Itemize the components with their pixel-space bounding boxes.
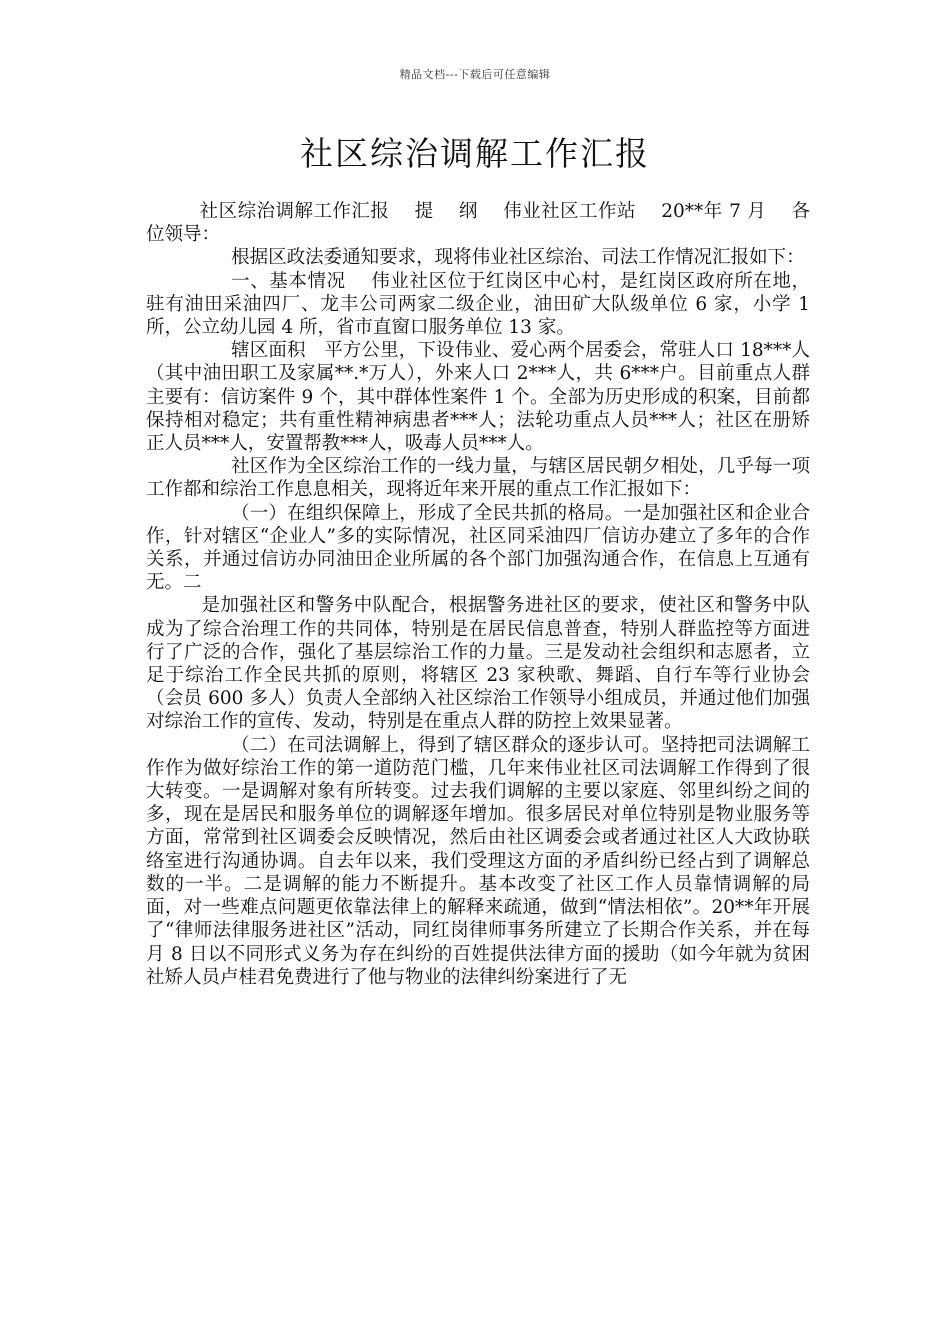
header-note: 精品文档---下载后可任意编辑	[399, 68, 551, 81]
paragraph-opening: 根据区政法委通知要求，现将伟业社区综治、司法工作情况汇报如下：	[231, 247, 805, 269]
paragraph-community-role: 社区作为全区综治工作的一线力量，与辖区居民朝夕相处，几乎每一项工作都和综治工作息息相关，现将近年来开展的重点工作汇报如下：	[146, 456, 810, 501]
paragraph-area-population: 辖区面积 平方公里，下设伟业、爱心两个居委会，常驻人口 18***人（其中油田职工及家属**.*万人），外来人口 2***人，共 6***户。目前重点人群主要有：信访案件 9 个，其中群体性案件 1 个。全部为历史形成的积案，目前都保持相对稳定；共有重性精神病患者***人；法轮功重点人员***人；社区在册矫正人员***人，安置帮教***人，吸毒人员***人。	[146, 340, 810, 455]
document-body	[146, 200, 816, 989]
paragraph-organization-guarantee: （一）在组织保障上，形成了全民共抓的格局。一是加强社区和企业合作，针对辖区“企业人”多的实际情况，社区同采油四厂信访办建立了多年的合作关系，并通过信访办同油田企业所属的各个部门加强沟通合作，在信息上互通有无。二	[146, 502, 810, 594]
paragraph-intro-line: 社区综治调解工作汇报 提 纲 伟业社区工作站 20**年 7 月 各位领导：	[146, 201, 810, 246]
paragraph-basic-situation: 一、基本情况 伟业社区位于红岗区中心村，是红岗区政府所在地，驻有油田采油四厂、龙丰公司两家二级企业，油田矿大队级单位 6 家，小学 1 所，公立幼儿园 4 所，省市直窗口服务单位 13 家。	[146, 270, 816, 339]
paragraph-judicial-mediation: （二）在司法调解上，得到了辖区群众的逐步认可。坚持把司法调解工作作为做好综治工作的第一道防范门槛，几年来伟业社区司法调解工作得到了很大转变。一是调解对象有所转变。过去我们调解的主要以家庭、邻里纠纷之间的多，现在是居民和服务单位的调解逐年增加。很多居民对单位特别是物业服务等方面，常常到社区调委会反映情况，然后由社区调委会或者通过社区人大政协联络室进行沟通协调。自去年以来，我们受理这方面的矛盾纠纷已经占到了调解总数的一半。二是调解的能力不断提升。基本改变了社区工作人员靠情调解的局面，对一些难点问题更依靠法律上的解释来疏通，做到“情法相依”。20**年开展了“律师法律服务进社区”活动，同红岗律师事务所建立了长期合作关系，并在每月 8 日以不同形式义务为存在纠纷的百姓提供法律方面的援助（如今年就为贫困社矫人员卢桂君免费进行了他与物业的法律纠纷案进行了无	[146, 734, 810, 988]
document-title: 社区综治调解工作汇报	[300, 134, 650, 173]
paragraph-police-cooperation: 是加强社区和警务中队配合，根据警务进社区的要求，使社区和警务中队成为了综合治理工作的共同体，特别是在居民信息普查，特别人群监控等方面进行了广泛的合作，强化了基层综治工作的力量。三是发动社会组织和志愿者，立足于综治工作全民共抓的原则，将辖区 23 家秧歌、舞蹈、自行车等行业协会（会员 600 多人）负责人全部纳入社区综治工作领导小组成员，并通过他们加强对综治工作的宣传、发动，特别是在重点人群的防控上效果显著。	[146, 595, 810, 733]
